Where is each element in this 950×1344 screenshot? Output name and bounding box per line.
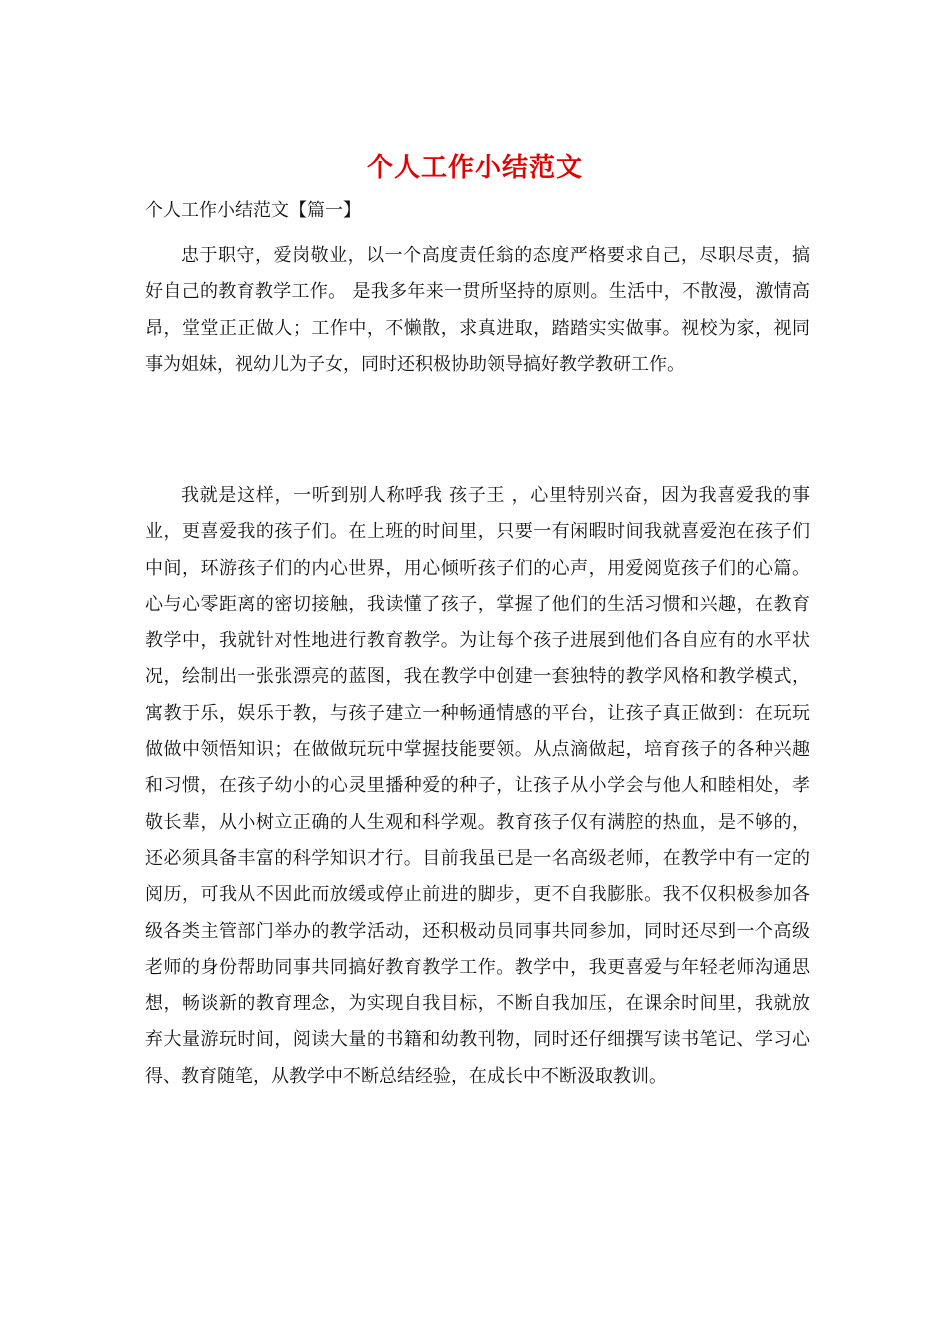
paragraph-1: 忠于职守，爱岗敬业，以一个高度责任翁的态度严格要求自己，尽职尽责，搞好自己的教育教学工作。 是我多年来一贯所坚持的原则。生活中，不散漫，激情高昂，堂堂正正做人；工作中，不懒散，求真进取，踏踏实实做事。视校为家，视同事为姐妹，视幼儿为子女，同时还积极协助领导搞好教学教研工作。 xyxy=(145,245,810,375)
document-title: 个人工作小结范文 xyxy=(366,153,583,183)
paragraph-2: 我就是这样，一听到别人称呼我 孩子王 ，心里特别兴奋，因为我喜爱我的事业，更喜爱我的孩子们。在上班的时间里，只要一有闲暇时间我就喜爱泡在孩子们中间，环游孩子们的内心世界，用心倾听孩子们的心声，用爱阅览孩子们的心篇。心与心零距离的密切接触，我读懂了孩子，掌握了他们的生活习惯和兴趣，在教育教学中，我就针对性地进行教育教学。为让每个孩子进展到他们各自应有的水平状况，绘制出一张张漂亮的蓝图，我在教学中创建一套独特的教学风格和教学模式，寓教于乐，娱乐于教，与孩子建立一种畅通情感的平台，让孩子真正做到：在玩玩做做中领悟知识；在做做玩玩中掌握技能要领。从点滴做起，培育孩子的各种兴趣和习惯，在孩子幼小的心灵里播种爱的种子，让孩子从小学会与他人和睦相处，孝敬长辈，从小树立正确的人生观和科学观。教育孩子仅有满腔的热血，是不够的，还必须具备丰富的科学知识才行。目前我虽已是一名高级老师，在教学中有一定的阅历，可我从不因此而放缓或停止前进的脚步，更不自我膨胀。我不仅积极参加各级各类主管部门举办的教学活动，还积极动员同事共同参加，同时还尽到一个高级老师的身份帮助同事共同搞好教育教学工作。教学中，我更喜爱与年轻老师沟通思想，畅谈新的教育理念，为实现自我目标，不断自我加压，在课余时间里，我就放弃大量游玩时间，阅读大量的书籍和幼教刊物，同时还仔细撰写读书笔记、学习心得、教育随笔，从教学中不断总结经验，在成长中不断汲取教训。 xyxy=(145,485,810,1087)
section-heading: 个人工作小结范文【篇一】 xyxy=(145,200,361,221)
